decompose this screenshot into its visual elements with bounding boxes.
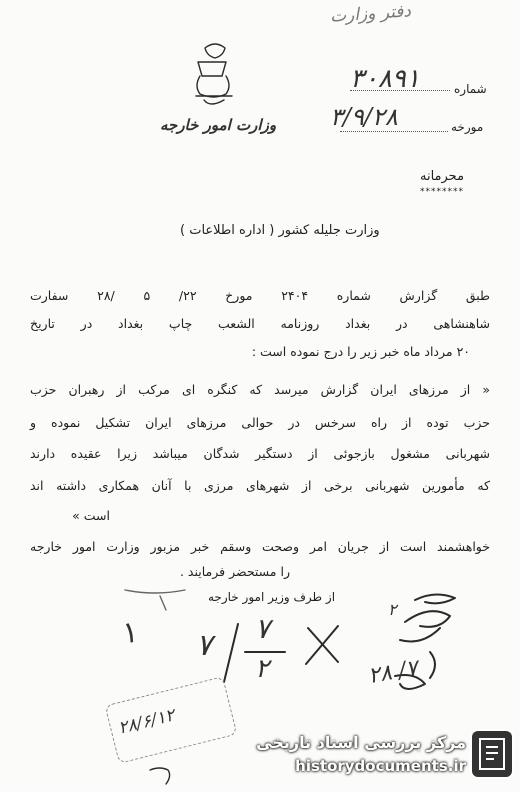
handwritten-one: ۱	[114, 614, 142, 653]
handwritten-mark-small: ۲	[388, 600, 397, 619]
letter-date: ۳/۹/۲۸	[330, 103, 398, 131]
watermark-url: historydocuments.ir	[295, 757, 466, 775]
date-label: مورخه	[451, 120, 484, 134]
letter-number: ۳۰۸۹۱	[350, 64, 420, 94]
classification-underline: ********	[420, 187, 464, 197]
body-line: « از مرزهای ایران گزارش میرسد که کنگره ای مرکب از رهبران حزب	[30, 382, 490, 397]
watermark-org-name: مرکز بررسی اسناد تاریخی	[256, 733, 466, 752]
classification-label: محرمانه	[420, 169, 465, 184]
fraction-denominator: ۲	[255, 654, 269, 684]
addressee: وزارت جلیله کشور ( اداره اطلاعات )	[180, 223, 380, 238]
body-line: ۲۰ مرداد ماه خبر زیر را درج نموده است :	[251, 344, 470, 359]
closing-line: را مستحضر فرمایند .	[179, 564, 290, 579]
watermark-block	[232, 727, 518, 787]
fraction-numerator: ۷	[255, 612, 271, 645]
signature-line: از طرف وزیر امور خارجه	[208, 590, 336, 604]
body-line: شهربانی مشغول بازجوئی از دستگیر شدگان میباشد زیرا عقیده دارند	[30, 446, 490, 461]
ministry-name: وزارت امور خارجه	[160, 116, 277, 134]
received-stamp-date: ۲۸/۶/۱۲	[116, 705, 177, 739]
top-handwritten-note: دفتر وزارت	[329, 1, 412, 27]
watermark-logo-icon	[472, 731, 512, 777]
handwritten-right-note: ۲۸ /۷	[366, 655, 420, 690]
body-line: که مأمورین شهربانی برخی از شهرهای مرزی با آنان همکاری داشته اند	[30, 478, 490, 493]
body-line: طبق گزارش شماره ۲۴۰۴ مورخ ۲۲/ ۵ /۲۸ سفارت	[30, 288, 491, 303]
body-line: شاهنشاهی در بغداد روزنامه الشعب چاپ بغداد در تاریخ	[30, 316, 490, 331]
number-label: شماره	[454, 82, 487, 96]
handwritten-seven: ۷	[196, 628, 213, 663]
body-line: است »	[72, 508, 110, 523]
closing-line: خواهشمند است از جریان امر وصحت وسقم خبر مزبور وزارت امور خارجه	[30, 539, 490, 554]
body-line: حزب توده از راه سرخس در حوالی مرزهای ایران تشکیل نموده و	[30, 415, 490, 430]
